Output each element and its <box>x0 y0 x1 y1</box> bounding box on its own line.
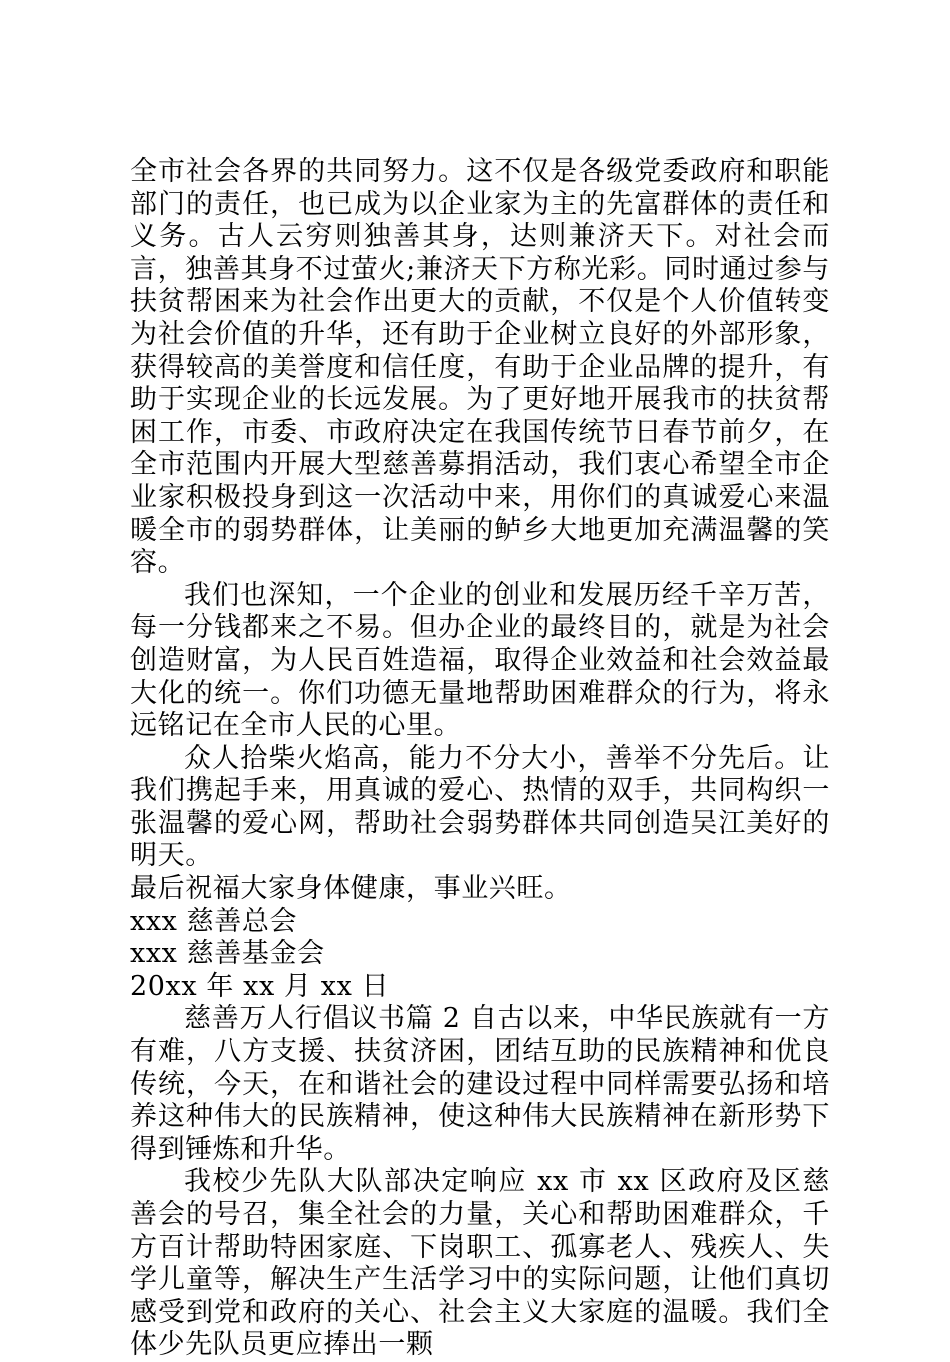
paragraph-3: 众人拾柴火焰高，能力不分大小，善举不分先后。让我们携起手来，用真诚的爱心、热情的双手，共同构织一张温馨的爱心网，帮助社会弱势群体共同创造吴江美好的明天。 <box>130 742 830 872</box>
paragraph-1: 全市社会各界的共同努力。这不仅是各级党委政府和职能部门的责任，也已成为以企业家为主的先富群体的责任和义务。古人云穷则独善其身，达则兼济天下。对社会而言，独善其身不过萤火;兼济天下方称光彩。同时通过参与扶贫帮困来为社会作出更大的贡献，不仅是个人价值转变为社会价值的升华，还有助于企业树立良好的外部形象，获得较高的美誉度和信任度，有助于企业品牌的提升，有助于实现企业的长远发展。为了更好地开展我市的扶贫帮困工作，市委、市政府决定在我国传统节日春节前夕，在全市范围内开展大型慈善募捐活动，我们衷心希望全市企业家积极投身到这一次活动中来，用你们的真诚爱心来温暖全市的弱势群体，让美丽的鲈乡大地更加充满温馨的笑容。 <box>130 156 830 579</box>
signature-org-1: xxx 慈善总会 <box>130 905 298 937</box>
signature-org-2: xxx 慈善基金会 <box>130 938 325 970</box>
signature-date: 20xx 年 xx 月 xx 日 <box>130 970 390 1002</box>
closing-wish: 最后祝福大家身体健康，事业兴旺。 <box>130 873 572 905</box>
paragraph-4: 慈善万人行倡议书篇 2 自古以来，中华民族就有一方有难，八方支援、扶贫济困，团结互助的民族精神和优良传统，今天，在和谐社会的建设过程中同样需要弘扬和培养这种伟大的民族精神，使这种伟大民族精神在新形势下得到锤炼和升华。 <box>130 1003 830 1165</box>
document-page <box>130 156 830 1362</box>
paragraph-2: 我们也深知，一个企业的创业和发展历经千辛万苦，每一分钱都来之不易。但办企业的最终目的，就是为社会创造财富，为人民百姓造福，取得企业效益和社会效益最大化的统一。你们功德无量地帮助困难群众的行为，将永远铭记在全市人民的心里。 <box>130 579 830 742</box>
paragraph-5: 我校少先队大队部决定响应 xx 市 xx 区政府及区慈善会的号召，集全社会的力量，关心和帮助困难群众，千方百计帮助特困家庭、下岗职工、孤寡老人、残疾人、失学儿童等，解决生产生活学习中的实际问题，让他们真切感受到党和政府的关心、社会主义大家庭的温暖。我们全体少先队员更应捧出一颗 <box>130 1166 830 1361</box>
